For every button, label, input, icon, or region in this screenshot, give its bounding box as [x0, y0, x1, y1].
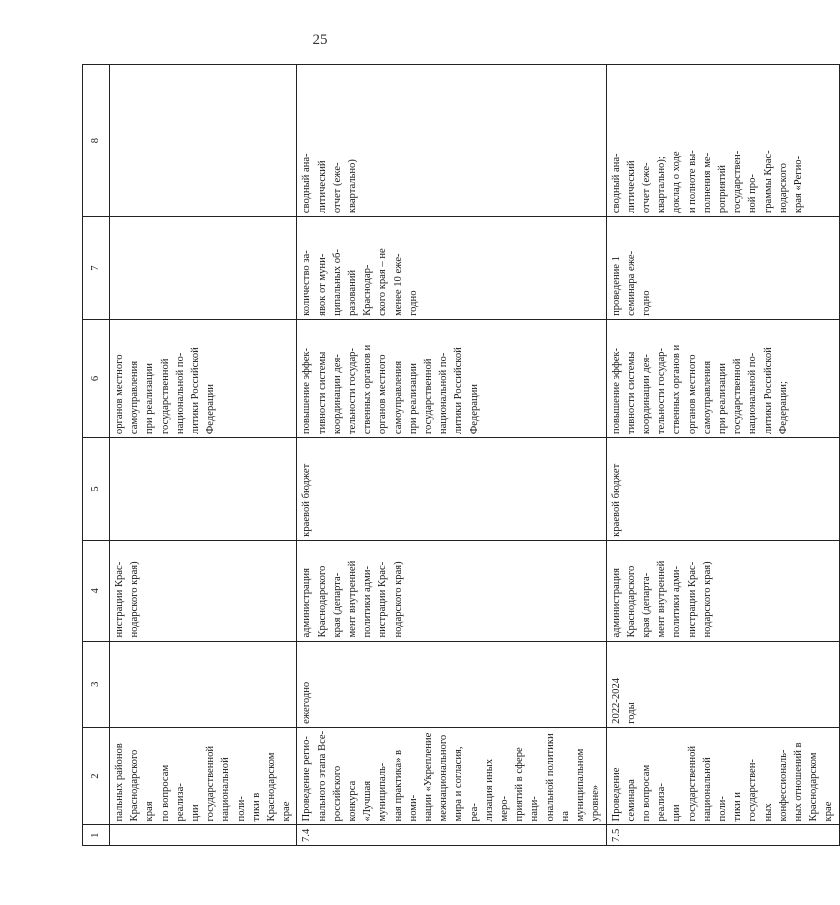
term	[110, 641, 297, 727]
expected-result: повышение эффек- тивности системы координации дея- тельности государ- ственных органов и органов местного самоуправления при реализации государственной национальной по- литики Российской Федерации;	[606, 319, 839, 437]
column-number: 8	[83, 65, 110, 217]
indicator: проведение 1 семинара еже- годно	[606, 217, 839, 320]
expected-result: органов местного самоуправления при реализации государственной национальной по- литики Российской Федерации	[110, 319, 297, 437]
funding-source	[110, 438, 297, 541]
rotated-table	[82, 64, 835, 846]
executor: администрация Краснодарского края (департа- мент внутренней политики адми- нистрации Крас- нодарского края)	[297, 540, 606, 641]
report-form: сводный ана- литический отчет (еже- квартально)	[297, 65, 606, 217]
column-number-row	[83, 65, 110, 846]
column-number: 4	[83, 540, 110, 641]
row-number	[110, 825, 297, 846]
column-number: 5	[83, 438, 110, 541]
column-number: 6	[83, 319, 110, 437]
program-measures-table	[82, 64, 840, 846]
column-number: 7	[83, 217, 110, 320]
term: ежегодно	[297, 641, 606, 727]
measure-name: Проведение регио- нального этапа Все- российского конкурса «Лучшая муниципаль- ная практика» в номи- нации «Укрепление межнационального мира и согласия, реа- лизация иных меро- приятий в сфере наци- ональной политики на муниципальном уровне»	[297, 727, 606, 825]
table-row	[110, 65, 297, 846]
report-form	[110, 65, 297, 217]
column-number: 1	[83, 825, 110, 846]
funding-source: краевой бюджет	[297, 438, 606, 541]
executor: администрация Краснодарского края (департа- мент внутренней политики адми- нистрации Крас- нодарского края)	[606, 540, 839, 641]
row-number: 7.5	[606, 825, 839, 846]
column-number: 2	[83, 727, 110, 825]
measure-name: пальных районов Краснодарского края по вопросам реализа- ции государственной национальной поли- тики в Краснодарском крае	[110, 727, 297, 825]
indicator	[110, 217, 297, 320]
column-number: 3	[83, 641, 110, 727]
term: 2022-2024 годы	[606, 641, 839, 727]
row-number: 7.4	[297, 825, 606, 846]
table-row	[297, 65, 606, 846]
report-form: сводный ана- литический отчет (еже- квартально); доклад о ходе и полноте вы- полнения ме- роприятий государствен- ной про- граммы Крас- нодарского края «Регио-	[606, 65, 839, 217]
page-number: 25	[312, 32, 328, 48]
funding-source: краевой бюджет	[606, 438, 839, 541]
indicator: количество за- явок от муни- ципальных об- разований Краснодар- ского края – не менее 10 еже- годно	[297, 217, 606, 320]
measure-name: Проведение семинара по вопросам реализа- ции государственной национальной поли- тики и государствен- ных конфессиональ- ных отношений в Краснодарском крае	[606, 727, 839, 825]
expected-result: повышение эффек- тивности системы координации дея- тельности государ- ственных органов и органов местного самоуправления при реализации государственной национальной по- литики Российской Федерации	[297, 319, 606, 437]
executor: нистрации Крас- нодарского края)	[110, 540, 297, 641]
table-row	[606, 65, 839, 846]
rotated-table-container	[82, 64, 835, 846]
